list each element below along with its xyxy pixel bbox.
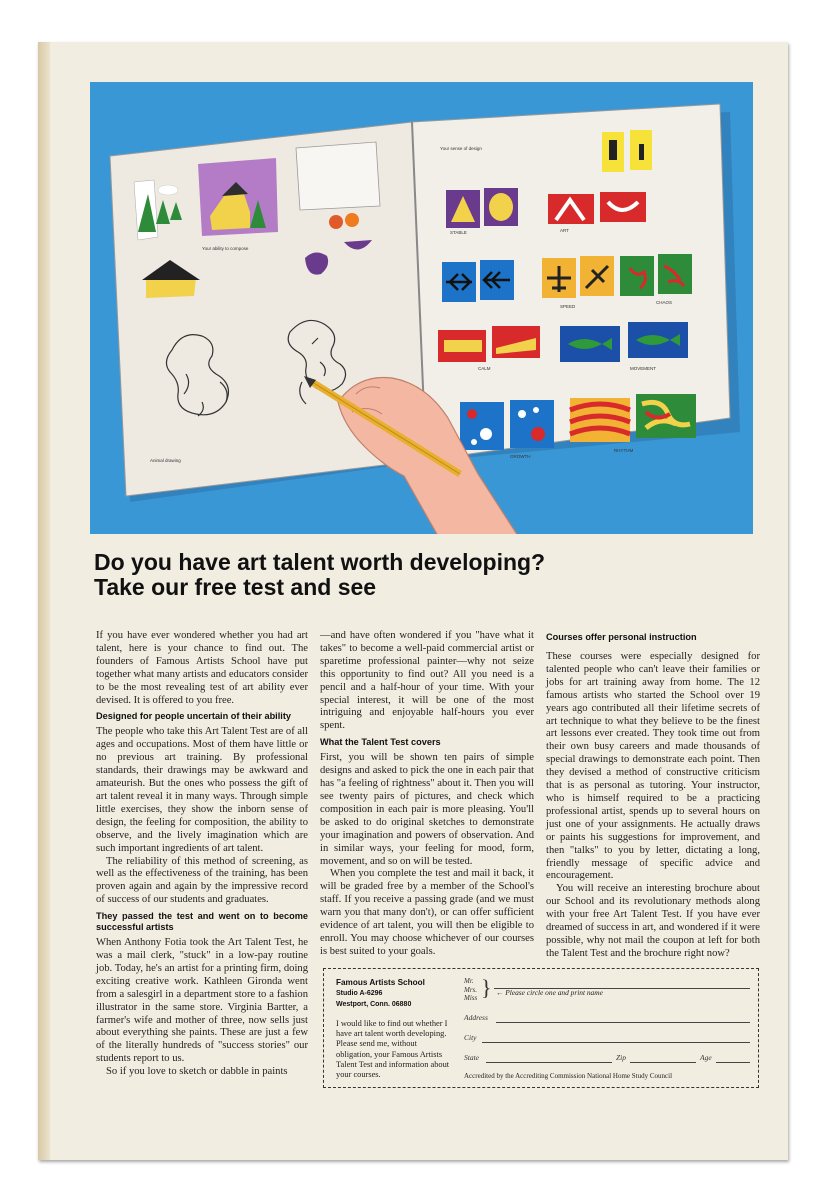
state-label: State bbox=[464, 1053, 479, 1062]
subhead-personal-instruction: Courses offer personal instruction bbox=[546, 632, 697, 642]
title-miss[interactable]: Miss bbox=[464, 994, 478, 1002]
tile-label-stable: STABLE bbox=[450, 230, 467, 235]
brace-icon: } bbox=[481, 975, 492, 1000]
body-column-1 bbox=[96, 630, 308, 1079]
paragraph: The reliability of this method of screening, as well as the effectiveness of the training, has been proven again and again by the impressive record of success of our students and graduates. bbox=[96, 855, 308, 906]
subhead-passed: They passed the test and went on to become successful artists bbox=[96, 911, 308, 933]
city-field[interactable] bbox=[482, 1042, 750, 1043]
body-column-3 bbox=[546, 632, 760, 961]
paragraph: —and have often wondered if you "have what it takes" to become a well-paid commercial artist or sparetime professional painter—why not seize this opportunity to find out? All you need is a pencil and a half-hour of your time. With your special interest, it will be one of the most intriguing and enjoyable half-hours you ever spent. bbox=[320, 630, 534, 732]
tile-label-growth: GROWTH bbox=[510, 454, 531, 459]
illustration-caption-compose: Your ability to compose bbox=[202, 246, 249, 251]
studio-code: Studio A-6296 bbox=[336, 990, 383, 997]
ad-headline bbox=[94, 550, 734, 600]
body-column-2 bbox=[320, 630, 534, 959]
open-book-with-hand-drawing bbox=[90, 82, 753, 534]
art-test-illustration bbox=[90, 82, 753, 534]
paragraph: When Anthony Fotia took the Art Talent Test, he was a mail clerk, "stuck" in a low-pay routine job. Today, he's an artist for a printing firm, doing exciting creative work. Kathleen Gironda went from a salesgirl in a department store to a fashion illustrator in the same store. Virginia Bartter, a farmer's wife and mother of three, now sells just about everything she paints. These are just a few of the literally hundreds of "success stories" our students report to us. bbox=[96, 937, 308, 1065]
tile-label-calm: CALM bbox=[478, 366, 491, 371]
age-field[interactable] bbox=[716, 1062, 750, 1063]
headline-line-2: Take our free test and see bbox=[94, 574, 377, 600]
address-field[interactable] bbox=[496, 1022, 750, 1023]
tile-label-movement: MOVEMENT bbox=[630, 366, 657, 371]
magazine-back-cover bbox=[38, 42, 788, 1160]
paragraph: You will receive an interesting brochure about our School and its revolutionary methods along with your free Art Talent Test. If you have ever dreamed of success in art, and wondered if it were possible, why not mail the coupon at left for both the Talent Test and the brochure right now? bbox=[546, 883, 760, 959]
zip-label: Zip bbox=[616, 1053, 627, 1062]
title-mr[interactable]: Mr. bbox=[464, 977, 474, 985]
zip-field[interactable] bbox=[630, 1062, 696, 1063]
address-label: Address bbox=[464, 1013, 488, 1022]
city-label: City bbox=[464, 1033, 477, 1042]
accreditation-note: Accredited by the Accrediting Commission National Home Study Council bbox=[464, 1072, 673, 1080]
tile-label-art: ART bbox=[560, 228, 569, 233]
headline-line-1: Do you have art talent worth developing? bbox=[94, 549, 546, 575]
circle-note: ← Please circle one and print name bbox=[496, 988, 603, 997]
paragraph: These courses were especially designed for talented people who can't leave their families or jobs for art training away from home. The 12 famous artists who started the School over 19 years ago contributed all their lifetime secrets of art technique to what they believe to be the finest art lessons ever created. They took time out from their own busy careers and made thousands of special drawings to demonstrate each point. Then they devised a method of constructive criticism that is as personal as tutoring. Your instructor, who is himself required to be a practicing professional artist, spends up to several hours on just one of your assignments. He actually draws or paints his suggestions for improvement, and then "talks" to you by letter, dictating a long, friendly message of specific advice and encouragement. bbox=[546, 651, 760, 882]
paragraph: First, you will be shown ten pairs of simple designs and asked to pick the one in each pair that has "a feeling of rightness" about it. Then you will see twenty pairs of pictures, and check which composition in each pair is more pleasing. You'll be asked to do original sketches to demonstrate your imagination and powers of observation. And in similar ways, your feeling for mood, form, movement, and so on will be tested. bbox=[320, 752, 534, 867]
tile-label-rhythm: RHYTHM bbox=[614, 448, 634, 453]
coupon-pitch: I would like to find out whether I have art talent worth developing. Please send me, without obligation, your Famous Artists Talent Test and information about your courses. bbox=[336, 1019, 450, 1080]
title-options[interactable] bbox=[464, 977, 477, 1003]
paragraph: When you complete the test and mail it back, it will be graded free by a member of the School's staff. If you receive a passing grade (and we must warn you that many don't), or can offer sufficient evidence of art talent, you will then be eligible to enroll. You may choose whichever of our courses is best suited to your goals. bbox=[320, 868, 534, 957]
age-label: Age bbox=[700, 1053, 712, 1062]
title-mrs[interactable]: Mrs. bbox=[464, 985, 478, 994]
intro-paragraph: If you have ever wondered whether you had art talent, here is your chance to find out. The founders of Famous Artists School have put together what many artists and educators consider to be the most revealing test of art ability ever devised. It is offered to you free. bbox=[96, 630, 308, 706]
coupon-address-block bbox=[336, 977, 464, 1010]
subhead-test-covers: What the Talent Test covers bbox=[320, 737, 441, 748]
illustration-caption-animal: Animal drawing bbox=[150, 458, 181, 463]
tile-label-speed: SPEED bbox=[560, 304, 576, 309]
school-name: Famous Artists School bbox=[336, 978, 425, 987]
paragraph: The people who take this Art Talent Test are of all ages and occupations. Most of them have little or no previous art training. By professional standards, their drawings may be awkward and amateurish. But the ones who possess the gift of art talent reveal it in many ways. Through simple little exercises, they show the inborn sense of design, the feeling for composition, the ability to observe, and the lively imagination which are such important ingredients of art talent. bbox=[96, 726, 308, 854]
subhead-uncertain: Designed for people uncertain of their ability bbox=[96, 711, 292, 722]
paragraph: So if you love to sketch or dabble in paints bbox=[106, 1066, 288, 1078]
mail-in-coupon[interactable] bbox=[323, 968, 759, 1088]
tile-label-chaos: CHAOS bbox=[656, 300, 673, 305]
illustration-right-heading: Your sense of design bbox=[440, 146, 482, 151]
state-field[interactable] bbox=[486, 1062, 612, 1063]
school-city: Westport, Conn. 06880 bbox=[336, 1001, 412, 1008]
